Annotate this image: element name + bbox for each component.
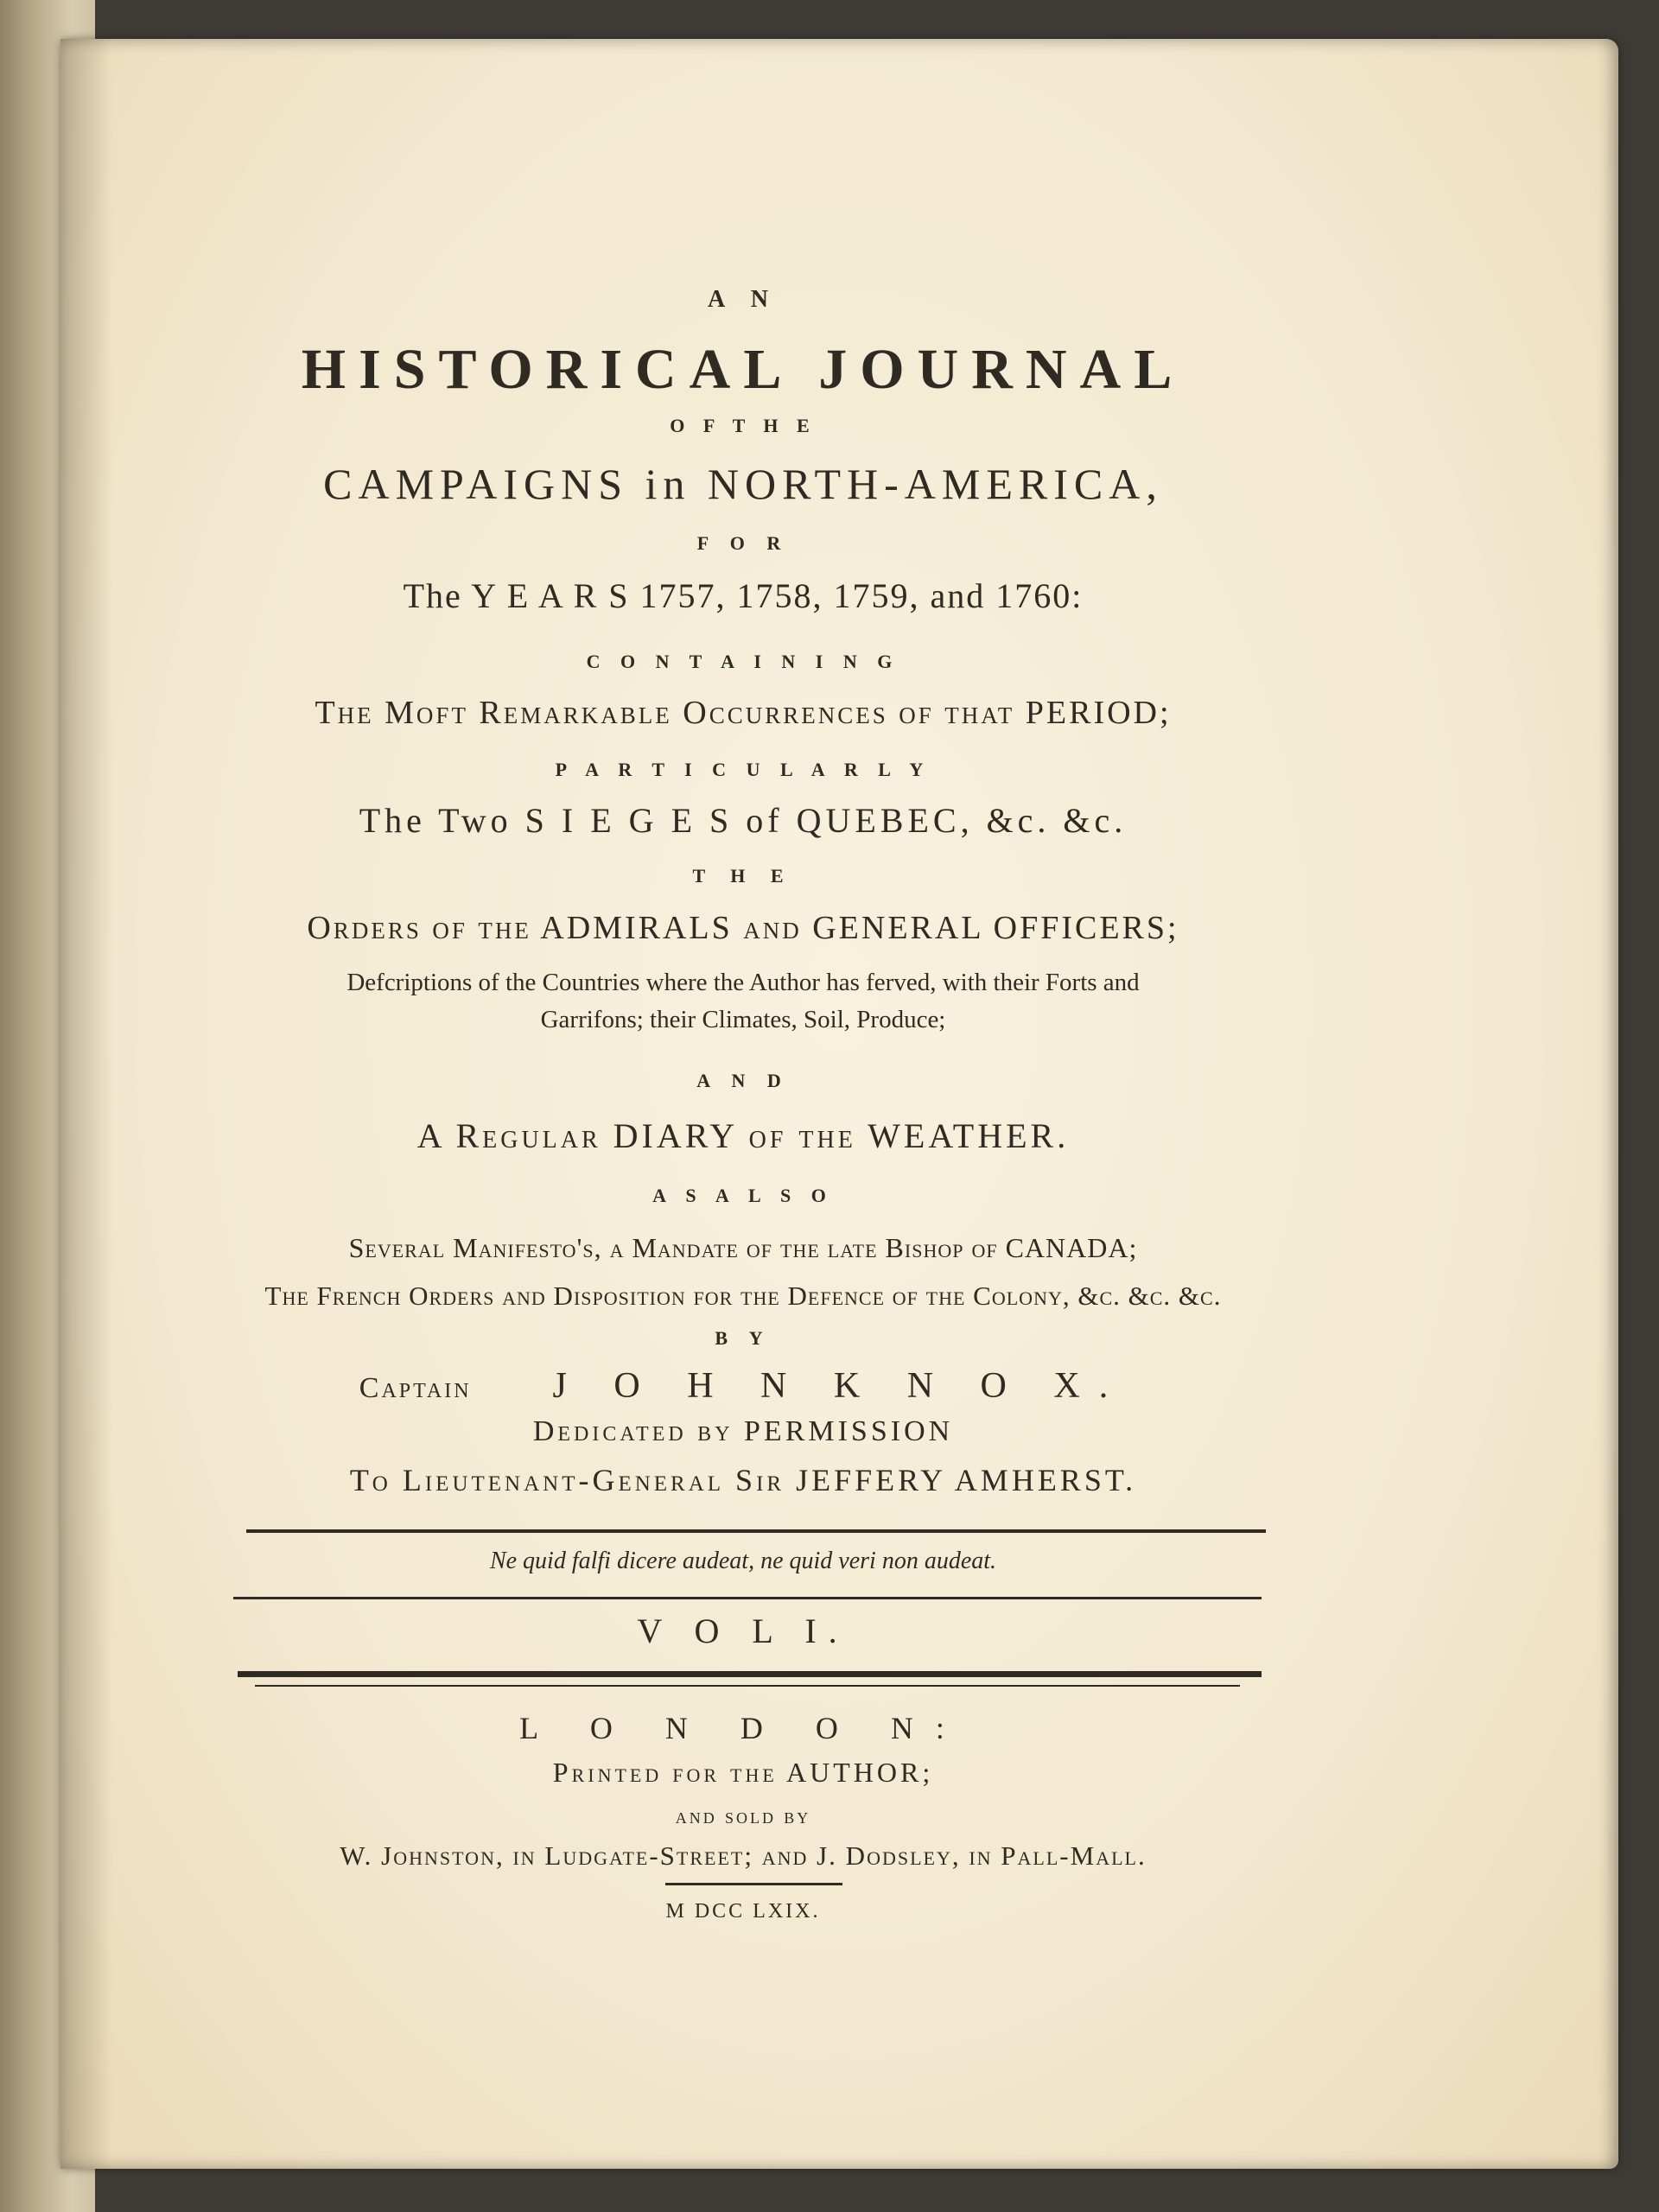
the-line: T H E — [692, 865, 794, 887]
printed-for-line: Printed for the AUTHOR; — [552, 1757, 934, 1788]
rule-above-date — [665, 1883, 842, 1885]
sellers-line: W. Johnston, in Ludgate-Street; and J. Dodsley, in Pall-Mall. — [340, 1840, 1147, 1871]
title-article: A N — [708, 286, 779, 313]
of-the-line: O F T H E — [670, 415, 817, 436]
manifestos-line: Several Manifesto's, a Mandate of the late Bishop of CANADA; — [348, 1232, 1138, 1263]
london-line: L O N D O N: — [519, 1711, 967, 1745]
author-line — [190, 1368, 1296, 1404]
dedication-line: Dedicated by PERMISSION — [532, 1415, 954, 1447]
author-rank: Captain — [359, 1372, 472, 1404]
double-rule-thin — [255, 1685, 1240, 1687]
years-line: The Y E A R S 1757, 1758, 1759, and 1760: — [403, 576, 1084, 615]
latin-motto: Ne quid falfi dicere audeat, ne quid veri non audeat. — [489, 1548, 997, 1574]
campaigns-heading: CAMPAIGNS in NORTH-AMERICA, — [323, 460, 1163, 508]
orders-line: Orders of the ADMIRALS and GENERAL OFFICERS; — [307, 910, 1179, 946]
containing-line: C O N T A I N I N G — [586, 651, 900, 672]
diary-line: A Regular DIARY of the WEATHER. — [416, 1116, 1070, 1155]
double-rule-thick — [238, 1671, 1262, 1677]
for-line: F O R — [696, 532, 790, 554]
volume-line: V O L I. — [637, 1611, 849, 1650]
descriptions-line-1: Defcriptions of the Countries where the Author has ferved, with their Forts and — [346, 969, 1140, 996]
main-title: HISTORICAL JOURNAL — [301, 338, 1185, 401]
gutter-shadow — [60, 39, 112, 2169]
particularly-line: P A R T I C U L A R L Y — [555, 759, 931, 780]
as-also-line: A S A L S O — [652, 1185, 834, 1206]
french-orders-line: The French Orders and Disposition for the Defence of the Colony, &c. &c. &c. — [264, 1281, 1222, 1311]
occurrences-line: The Moft Remarkable Occurrences of that PERIOD; — [315, 695, 1172, 731]
rule-below-motto — [233, 1597, 1262, 1599]
sieges-line: The Two S I E G E S of QUEBEC, &c. &c. — [359, 801, 1128, 840]
descriptions-line-2: Garrifons; their Climates, Soil, Produce; — [540, 1006, 946, 1033]
author-name: J O H N K N O X. — [552, 1366, 1128, 1406]
rule-above-motto — [246, 1529, 1266, 1533]
by-line: B Y — [715, 1327, 772, 1349]
and-line: A N D — [696, 1070, 790, 1091]
sold-by-line: and sold by — [675, 1805, 811, 1828]
date-line: M DCC LXIX. — [665, 1900, 821, 1923]
amherst-line: To Lieutenant-General Sir JEFFERY AMHERST. — [349, 1463, 1137, 1497]
